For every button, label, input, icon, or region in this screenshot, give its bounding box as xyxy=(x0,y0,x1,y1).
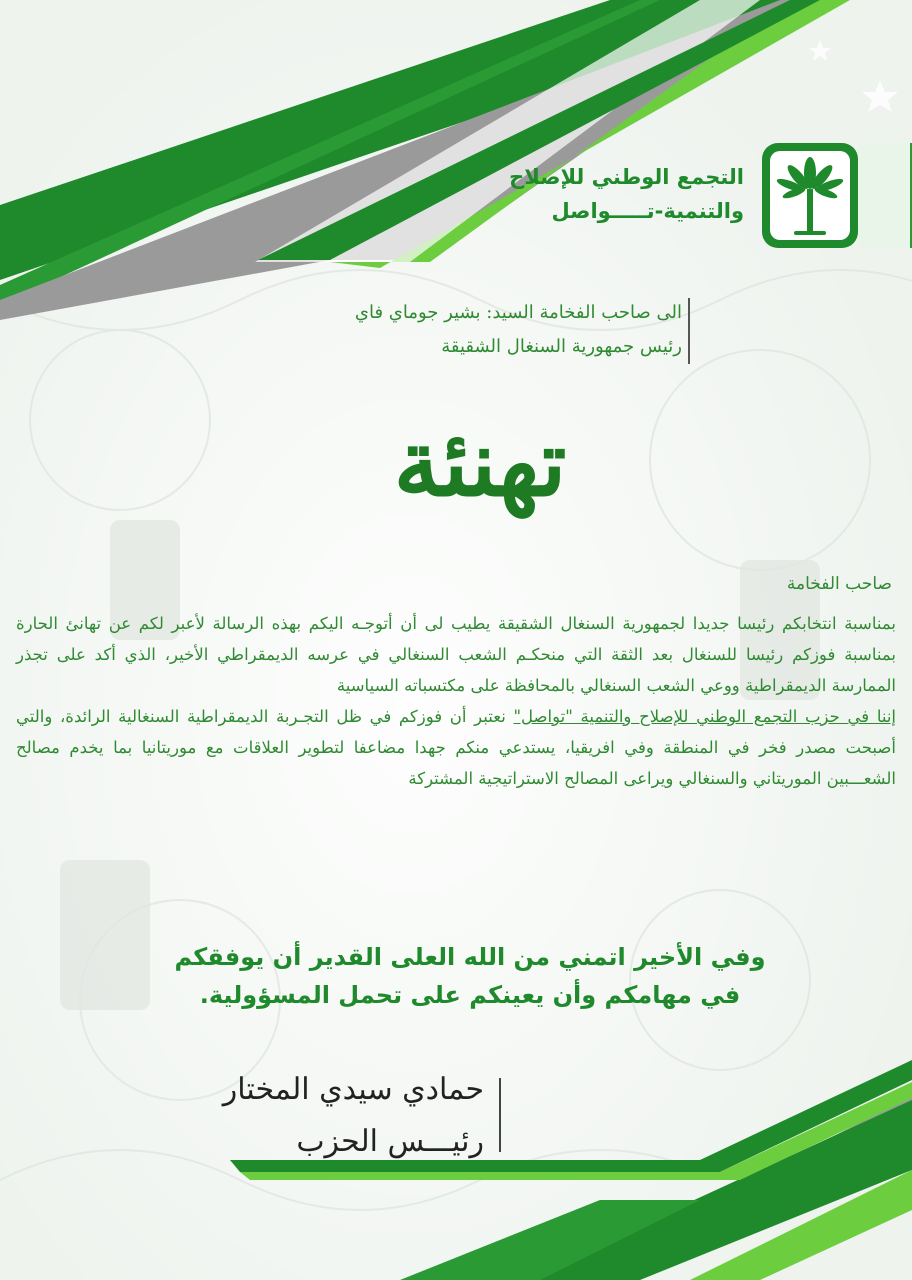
party-logo xyxy=(762,143,858,248)
closing-line2: في مهامكم وأن يعينكم على تحمل المسؤولية. xyxy=(199,981,741,1009)
closing-line1: وفي الأخير اتمني من الله العلى القدير أن يوفقكم xyxy=(174,943,766,971)
body-paragraph-2-highlight: إننا في حزب التجمع الوطني للإصلاح والتنمية "تواصل" xyxy=(513,707,896,726)
addressee-line1: الى صاحب الفخامة السيد: بشير جوماي فاي xyxy=(354,302,682,323)
body-paragraph-1: بمناسبة انتخابكم رئيسا جديدا لجمهورية السنغال الشقيقة يطيب لى أن أتوجـه اليكم بهذه الرسالة لأعبر لكم عن تهانئ الحارة بمناسبة فوزكم رئيسا للسنغال بعد الثقة التي منحكـم الشعب السنغالي في عرسه الديمقراطي الأخير، الذي أكد على تجذر الممارسة الديمقراطية ووعي الشعب السنغالي بالمحافظة على مكتسباته السياسية xyxy=(16,614,896,695)
closing-wish xyxy=(150,938,790,1014)
body-paragraph-2-rest: نعتبر أن فوزكم في ظل التجـربة الديمقراطية السنغالية الرائدة، والتي أصبحت مصدر فخر في المنطقة وفي افريقيا، يستدعي منكم جهدا مضاعفا لتطوير العلاقات مع موريتانيا بما يخدم مصالح الشعـــبين الموريتاني والسنغالي ويراعى المصالح الاستراتيجية المشتركة xyxy=(16,707,896,788)
party-name-line2: والتنمية-تـــــواصل xyxy=(551,199,744,223)
party-name-line1: التجمع الوطني للإصلاح xyxy=(509,165,744,189)
palm-tree-icon xyxy=(770,151,850,240)
signature-title: رئيـــس الحزب xyxy=(296,1124,484,1159)
addressee-block xyxy=(355,296,682,364)
headline-calligraphy: تهنئة xyxy=(393,409,567,517)
addressee-divider xyxy=(688,298,690,364)
signature-divider xyxy=(499,1078,501,1152)
salutation: صاحب الفخامة xyxy=(786,574,892,594)
signature-name: حمادي سيدي المختار xyxy=(222,1072,484,1107)
signature-block xyxy=(223,1064,484,1168)
body-paragraph-2 xyxy=(16,701,896,794)
addressee-line2: رئيس جمهورية السنغال الشقيقة xyxy=(441,336,682,357)
party-name xyxy=(509,160,744,228)
letter-body xyxy=(16,608,896,794)
logo-band xyxy=(858,143,912,248)
